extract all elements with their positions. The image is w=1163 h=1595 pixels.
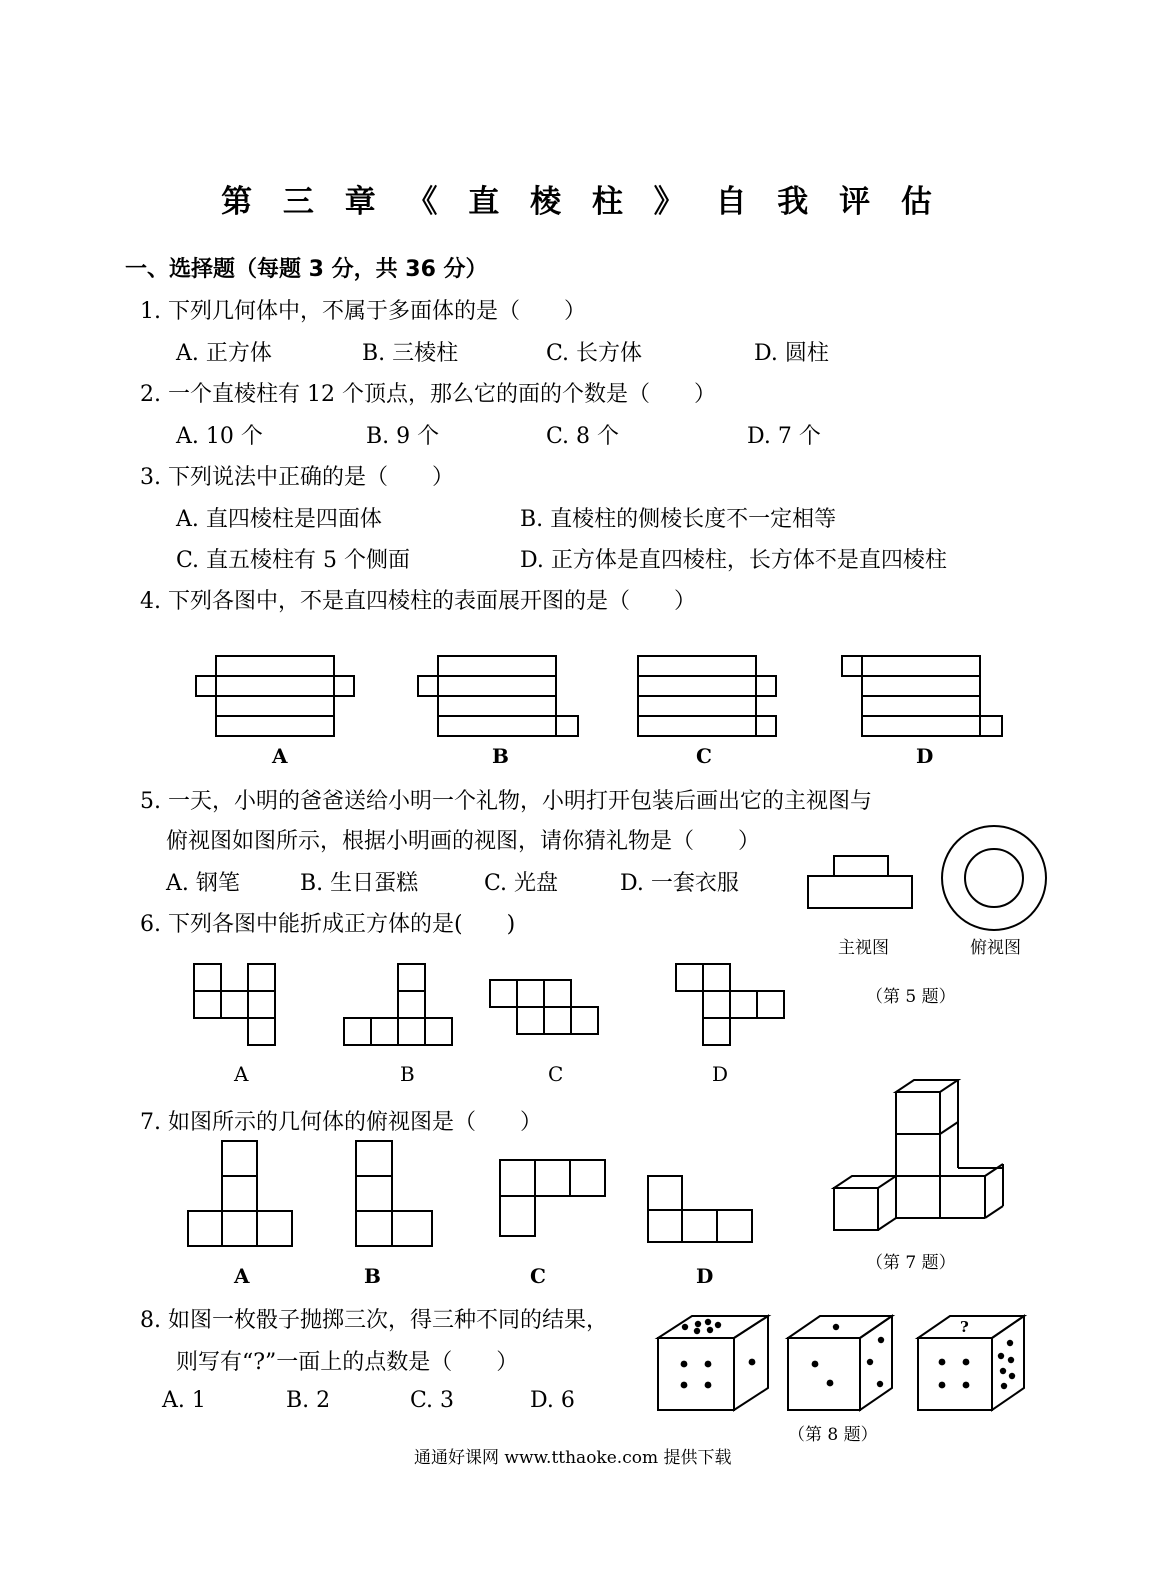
q8-option-d: D. 6 bbox=[530, 1388, 575, 1413]
question-4-stem: 4. 下列各图中，不是直四棱柱的表面展开图的是（ ） bbox=[140, 589, 696, 614]
question-5-stem-line2: 俯视图如图所示，根据小明画的视图，请你猜礼物是（ ） bbox=[166, 829, 761, 854]
question-6-stem: 6. 下列各图中能折成正方体的是( ) bbox=[140, 912, 516, 937]
q6-label-a: A bbox=[234, 1062, 249, 1086]
q5-front-view-label: 主视图 bbox=[838, 938, 889, 958]
question-7-stem: 7. 如图所示的几何体的俯视图是（ ） bbox=[140, 1110, 542, 1135]
q7-label-b: B bbox=[364, 1264, 381, 1288]
q5-option-c: C. 光盘 bbox=[484, 871, 559, 896]
q4-label-b: B bbox=[492, 744, 509, 768]
q8-option-c: C. 3 bbox=[410, 1388, 455, 1413]
question-1-stem: 1. 下列几何体中，不属于多面体的是（ ） bbox=[140, 299, 586, 324]
q8-caption: （第 8 题） bbox=[788, 1425, 878, 1445]
q8-option-b: B. 2 bbox=[286, 1388, 331, 1413]
q1-option-a: A. 正方体 bbox=[176, 341, 272, 366]
q8-die-2 bbox=[788, 1316, 892, 1410]
q5-option-a: A. 钢笔 bbox=[166, 871, 240, 896]
q6-label-b: B bbox=[400, 1062, 415, 1086]
section-heading: 一、选择题（每题 3 分，共 36 分） bbox=[125, 257, 488, 282]
q7-label-d: D bbox=[696, 1264, 714, 1288]
question-5-stem-line1: 5. 一天，小明的爸爸送给小明一个礼物，小明打开包装后画出它的主视图与 bbox=[140, 789, 872, 814]
q4-label-d: D bbox=[916, 744, 934, 768]
q3-option-b: B. 直棱柱的侧棱长度不一定相等 bbox=[520, 507, 837, 532]
q2-option-b: B. 9 个 bbox=[366, 424, 440, 449]
q5-caption: （第 5 题） bbox=[866, 987, 956, 1007]
footer-credit: 通通好课网 www.tthaoke.com 提供下载 bbox=[414, 1448, 732, 1468]
q8-die-1 bbox=[658, 1316, 768, 1410]
q6-label-c: C bbox=[548, 1062, 564, 1086]
question-2-stem: 2. 一个直棱柱有 12 个顶点，那么它的面的个数是（ ） bbox=[140, 382, 716, 407]
q1-option-c: C. 长方体 bbox=[546, 341, 643, 366]
page-title: 第 三 章 《 直 棱 柱 》 自 我 评 估 bbox=[221, 184, 942, 220]
q1-option-d: D. 圆柱 bbox=[754, 341, 829, 366]
question-8-stem-line1: 8. 如图一枚骰子抛掷三次，得三种不同的结果， bbox=[140, 1308, 608, 1333]
q3-option-d: D. 正方体是直四棱柱，长方体不是直四棱柱 bbox=[520, 548, 947, 573]
q5-top-view-label: 俯视图 bbox=[970, 938, 1021, 958]
question-3-stem: 3. 下列说法中正确的是（ ） bbox=[140, 465, 454, 490]
q2-option-a: A. 10 个 bbox=[176, 424, 263, 449]
q8-die-3 bbox=[918, 1316, 1024, 1410]
q1-option-b: B. 三棱柱 bbox=[362, 341, 459, 366]
q8-die-3-question-mark: ? bbox=[960, 1318, 969, 1336]
q4-label-a: A bbox=[272, 744, 288, 768]
q7-label-a: A bbox=[234, 1264, 250, 1288]
q7-caption: （第 7 题） bbox=[866, 1253, 956, 1273]
q3-option-a: A. 直四棱柱是四面体 bbox=[176, 507, 382, 532]
q5-option-b: B. 生日蛋糕 bbox=[300, 871, 419, 896]
q2-option-d: D. 7 个 bbox=[747, 424, 821, 449]
q3-option-c: C. 直五棱柱有 5 个侧面 bbox=[176, 548, 411, 573]
q5-option-d: D. 一套衣服 bbox=[620, 871, 739, 896]
q2-option-c: C. 8 个 bbox=[546, 424, 620, 449]
q8-option-a: A. 1 bbox=[162, 1388, 206, 1413]
q7-label-c: C bbox=[530, 1264, 546, 1288]
q4-label-c: C bbox=[696, 744, 712, 768]
q6-label-d: D bbox=[712, 1062, 729, 1086]
question-8-stem-line2: 则写有“?”一面上的点数是（ ） bbox=[176, 1350, 519, 1375]
